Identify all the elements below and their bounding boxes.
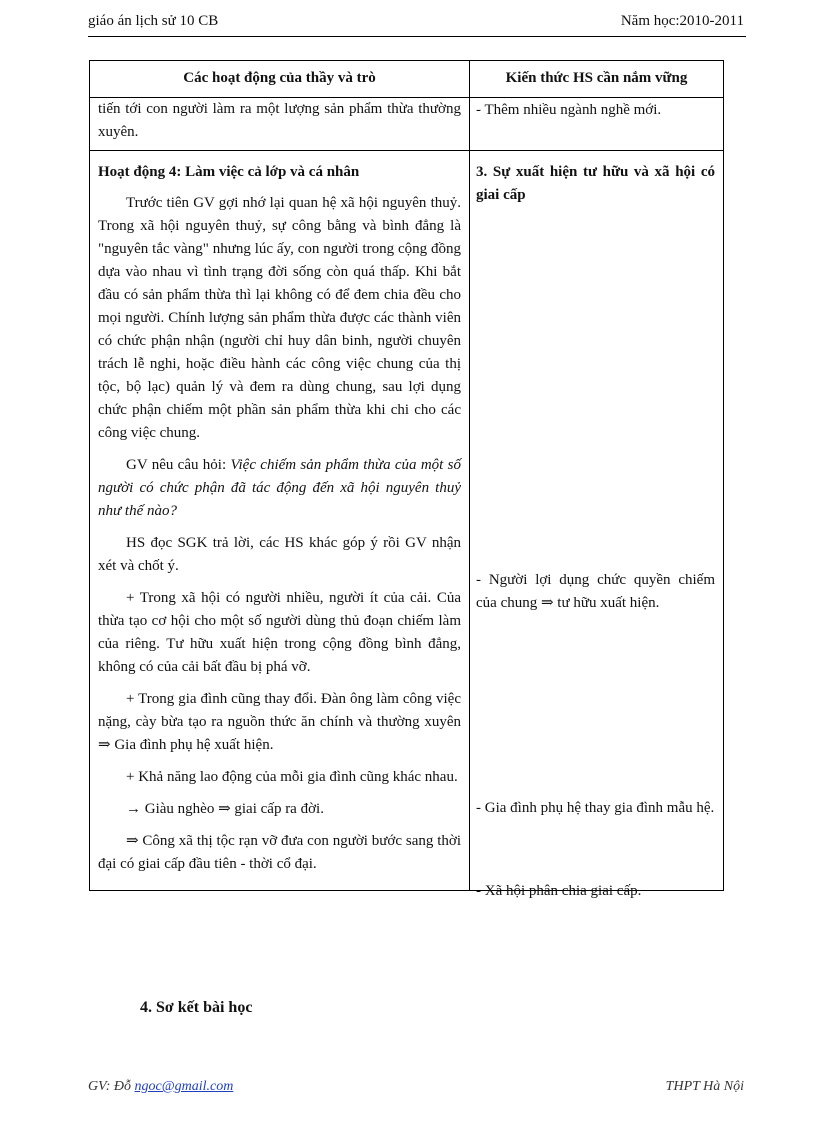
footer-school: THPT Hà Nội [665,1079,744,1093]
col-header-activities: Các hoạt động của thầy và trò [90,61,470,98]
row1-left-text: tiến tới con người làm ra một lượng sản phẩm thừa thường xuyên. [98,101,461,140]
paragraph-point-2: + Trong gia đình cũng thay đổi. Đàn ông làm công việc nặng, cày bừa tạo ra nguồn thức ăn chính và thường xuyên ⇒ Gia đình phụ hệ xuất hiện. [98,691,461,753]
row1-right-text: - Thêm nhiều ngành nghề mới. [476,102,662,118]
paragraph-intro: Trước tiên GV gợi nhớ lại quan hệ xã hội nguyên thuỷ. Trong xã hội nguyên thuỷ, sự công bằng và bình đẳng là "nguyên tắc vàng" nhưng lúc ấy, con người trong cộng đồng dựa vào nhau vì tình trạng đời sống còn quá thấp. Khi bắt đầu có sản phẩm thừa thì lại không có để đem chia đều cho mọi người. Chính lượng sản phẩm thừa được các thành viên có chức phận nhận (người chỉ huy dân binh, người chuyên trách lễ nghi, hoặc điều hành các công việc chung của thị tộc, bộ lạc) quản lý và đem ra dùng chung, sau lợi dụng chức phận chiếm một phần sản phẩm thừa khi chi cho các công việc chung. [98,195,461,441]
row2-knowledge-cell [470,151,724,899]
col-header-knowledge: Kiến thức HS cần nắm vững [470,61,724,98]
paragraph-question [98,454,461,523]
table-row [90,98,724,151]
header-divider [88,36,746,37]
knowledge-section-title: 3. Sự xuất hiện tư hữu và xã hội có giai cấp [476,164,715,203]
paragraph-answer: HS đọc SGK trả lời, các HS khác góp ý rồi GV nhận xét và chốt ý. [98,535,461,574]
paragraph-point-1: + Trong xã hội có người nhiều, người ít của cải. Của thừa tạo cơ hội cho một số người dùng thủ đoạn chiếm làm của riêng. Tư hữu xuất hiện trong cộng đồng bình đẳng, không có của cải bất đầu bị phá vỡ. [98,590,461,675]
knowledge-point-patriarchal-family: - Gia đình phụ hệ thay gia đình mẫu hệ. [476,800,715,816]
table-header-row [90,61,724,98]
footer-author-name: GV: Đỗ [88,1079,132,1093]
paragraph-conclusion-2: ⇒ Công xã thị tộc rạn vỡ đưa con người bước sang thời đại có giai cấp đầu tiên - thời cổ đại. [98,833,461,872]
footer-author [88,1079,233,1093]
header-course-title: giáo án lịch sử 10 CB [88,13,219,29]
question-text: Việc chiếm sản phẩm thừa của một số người có chức phận đã tác động đến xã hội nguyên thuỷ như thế nào? [98,457,461,519]
paragraph-conclusion-1: → Giàu nghèo ⇒ giai cấp ra đời. [126,801,324,817]
paragraph-point-3: + Khả năng lao động của mỗi gia đình cũng khác nhau. [126,769,458,785]
knowledge-point-class-division: - Xã hội phân chia giai cấp. [476,883,642,899]
activity-title: Hoạt động 4: Làm việc cả lớp và cá nhân [98,164,360,180]
question-prefix: GV nêu câu hỏi: [126,457,231,473]
header-school-year: Năm học:2010-2011 [620,13,744,29]
row1-activities-cell [90,98,470,151]
knowledge-point-private-property: - Người lợi dụng chức quyền chiếm của chung ⇒ tư hữu xuất hiện. [476,572,715,611]
lesson-table [89,60,724,899]
table-row [90,151,724,891]
footer-email-link[interactable]: ngoc@gmail.com [134,1079,234,1093]
row1-knowledge-cell [470,98,724,151]
section-heading: 4. Sơ kết bài học [140,999,253,1016]
row2-activities-cell [90,151,470,891]
page-footer [88,1079,744,1093]
